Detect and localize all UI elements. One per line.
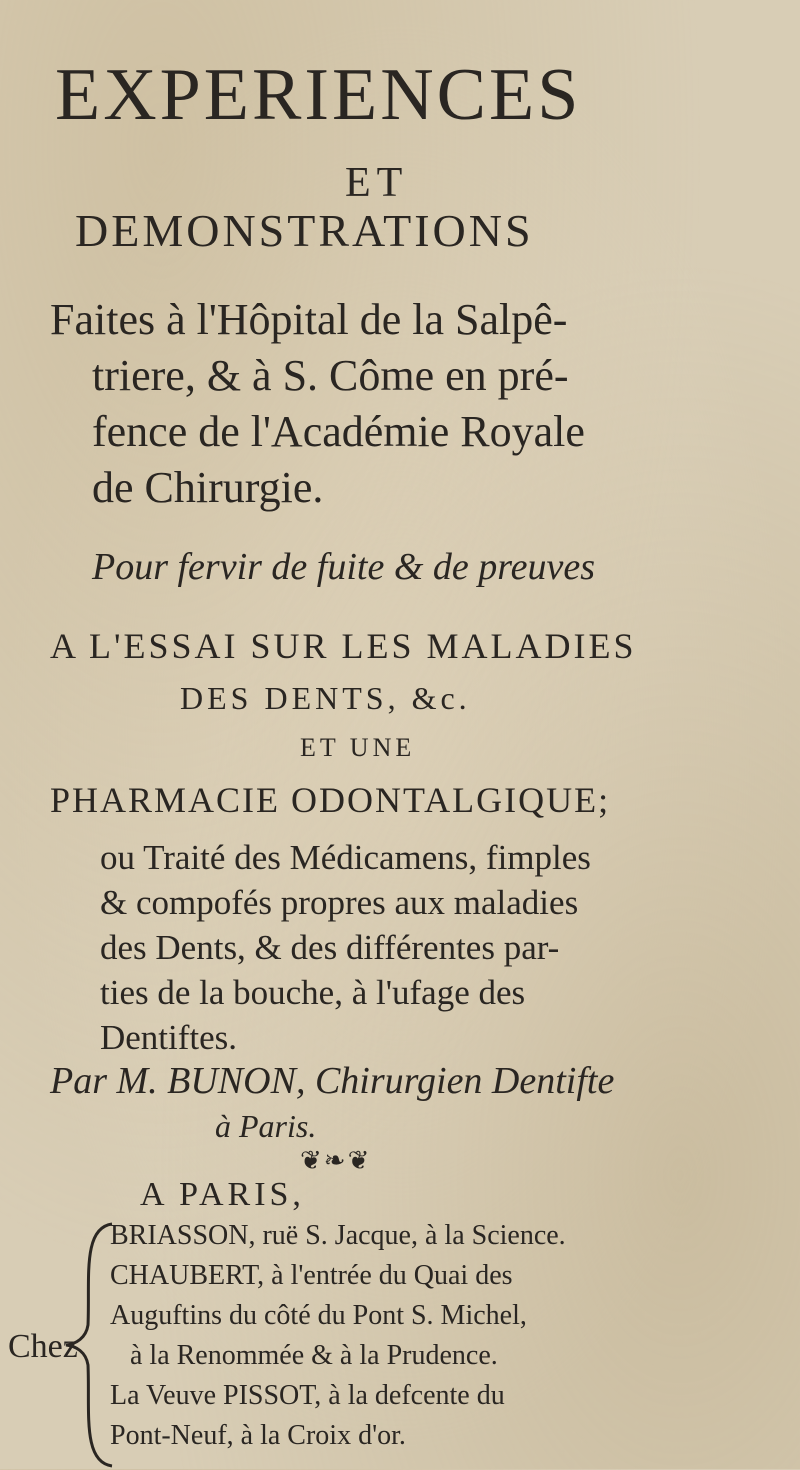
imprint-line-2: CHAUBERT, à l'entrée du Quai des — [110, 1260, 513, 1291]
intro-line-4: de Chirurgie. — [92, 463, 324, 512]
imprint-line-5: La Veuve PISSOT, à la defcente du — [110, 1380, 505, 1411]
imprint-line-3: Auguftins du côté du Pont S. Michel, — [110, 1300, 527, 1331]
subtitle-line-2: A L'ESSAI SUR LES MALADIES — [50, 626, 637, 666]
author-line-2: à Paris. — [215, 1108, 317, 1144]
title-line-et: ET — [345, 160, 409, 206]
subtitle-line-5: PHARMACIE ODONTALGIQUE; — [50, 780, 611, 820]
imprint-chez: Chez — [8, 1328, 78, 1365]
title-line-experiences: EXPERIENCES — [55, 54, 582, 136]
subtitle-line-1: Pour fervir de fuite & de preuves — [92, 546, 596, 588]
ornament-icon: ❦❧❦ — [300, 1146, 372, 1176]
imprint-place: A PARIS, — [140, 1176, 305, 1213]
description-line-2: & compofés propres aux maladies — [100, 883, 579, 922]
intro-line-2: triere, & à S. Côme en pré- — [92, 351, 569, 400]
imprint-line-1: BRIASSON, ruë S. Jacque, à la Science. — [110, 1220, 566, 1251]
description-line-4: ties de la bouche, à l'ufage des — [100, 973, 526, 1012]
author-line-1: Par M. BUNON, Chirurgien Dentifte — [50, 1060, 615, 1102]
intro-line-3: fence de l'Académie Royale — [92, 407, 585, 456]
description-line-3: des Dents, & des différentes par- — [100, 928, 560, 967]
title-line-demonstrations: DEMONSTRATIONS — [75, 205, 534, 256]
description-line-1: ou Traité des Médicamens, fimples — [100, 838, 591, 877]
intro-line-1: Faites à l'Hôpital de la Salpê- — [50, 295, 568, 344]
description-line-5: Dentiftes. — [100, 1018, 238, 1057]
subtitle-line-3: DES DENTS, &c. — [180, 680, 471, 716]
imprint-line-6: Pont-Neuf, à la Croix d'or. — [110, 1420, 406, 1451]
imprint-line-4: à la Renommée & à la Prudence. — [130, 1340, 498, 1371]
subtitle-line-4: ET UNE — [300, 733, 416, 762]
